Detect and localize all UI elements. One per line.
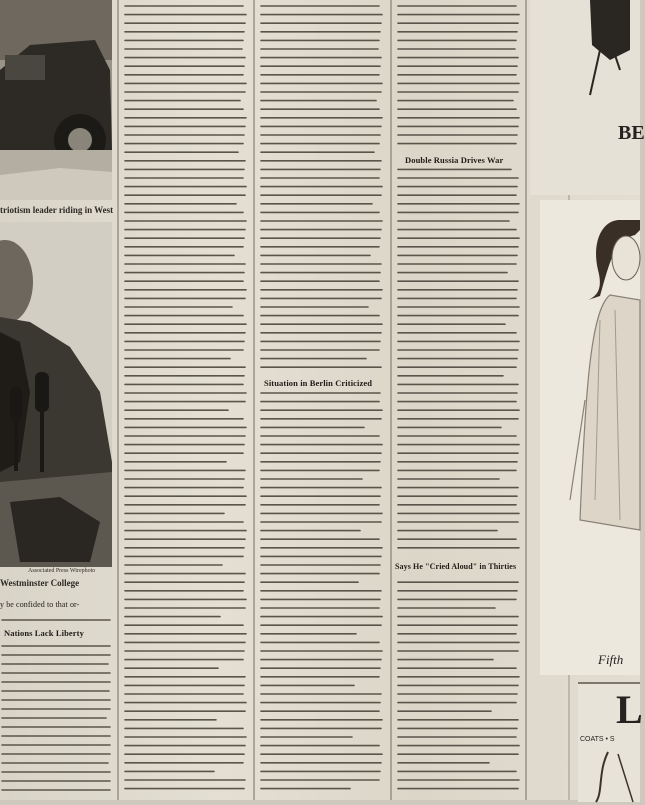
- column-rule-4: [525, 0, 527, 800]
- column-b: [122, 0, 250, 800]
- car-illustration: [0, 0, 112, 200]
- column-d-subhead-1: Double Russia Drives War: [405, 155, 504, 165]
- column-d-subhead-2: Says He "Cried Aloud" in Thirties: [395, 562, 517, 571]
- left-column-subhead: Nations Lack Liberty: [4, 628, 84, 638]
- ad-top-fragment: BE: [618, 122, 645, 144]
- car-photo: [0, 0, 112, 200]
- fashion-ad-middle: [540, 200, 640, 675]
- column-b-lines: [122, 0, 250, 800]
- ad-signature: Fifth: [598, 652, 624, 667]
- column-c-subhead: Situation in Berlin Criticized: [264, 378, 373, 388]
- fashion-sketch-top: [530, 0, 640, 195]
- left-column: [0, 598, 114, 800]
- speaker-photo-credit: Associated Press Wirephoto: [28, 568, 96, 574]
- ad-bottom-sketch: [578, 742, 640, 802]
- speaker-photo-caption: Westminster College: [0, 578, 80, 588]
- column-rule-1: [117, 0, 119, 800]
- fashion-sketch-woman: [540, 200, 640, 675]
- column-d-lines: [395, 0, 523, 800]
- coats-ad-bottom: [578, 682, 643, 802]
- ad-bottom-letter: L: [616, 687, 643, 732]
- car-photo-caption: triotism leader riding in West: [0, 205, 114, 215]
- column-rule-2: [253, 0, 255, 800]
- column-c-lines: [258, 0, 386, 800]
- column-d: [395, 0, 523, 800]
- left-column-text: y be confided to that or-: [0, 600, 80, 609]
- column-c: [258, 0, 386, 800]
- left-column-lines: [0, 598, 114, 800]
- column-rule-3: [390, 0, 392, 800]
- fashion-ad-top: [530, 0, 645, 195]
- ad-bottom-small: COATS • S: [580, 736, 615, 743]
- speaker-photo: [0, 222, 112, 567]
- speaker-illustration: [0, 222, 112, 567]
